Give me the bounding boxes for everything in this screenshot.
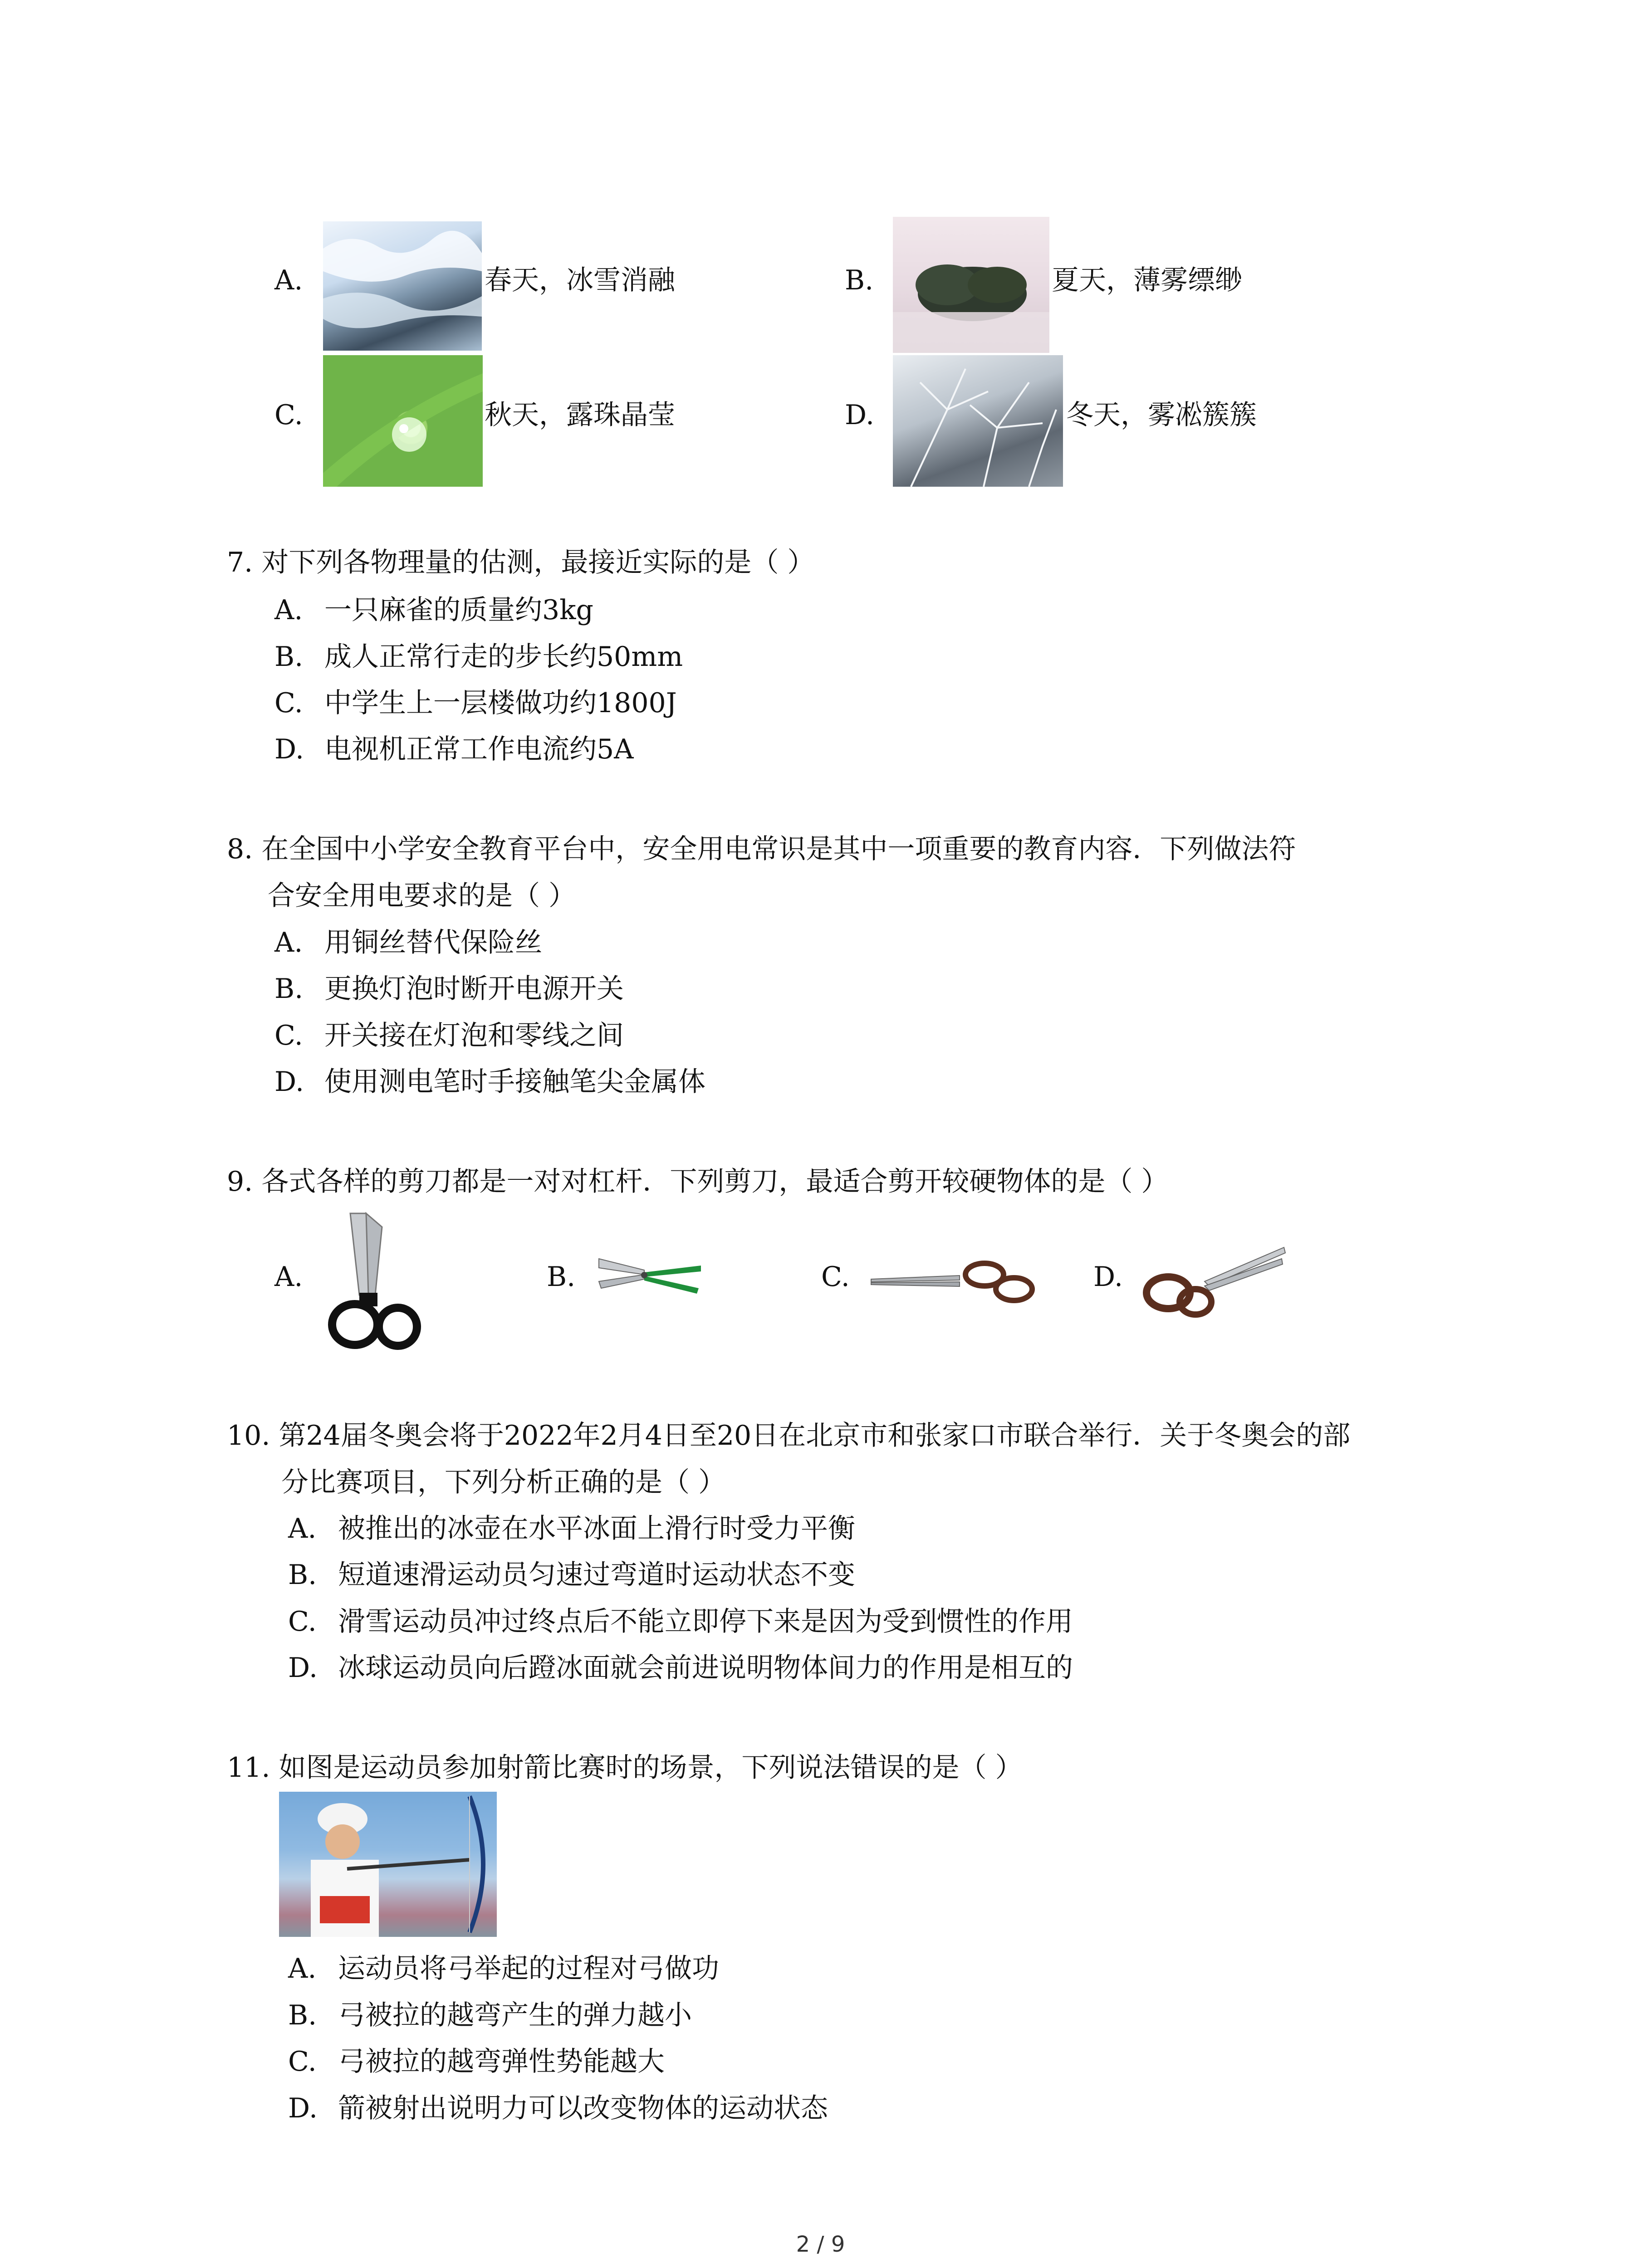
q6-option-c-text: 秋天，露珠晶莹 <box>485 399 675 431</box>
q6-option-a-letter: A. <box>274 264 303 296</box>
q7-option-c-letter: C. <box>274 687 303 719</box>
q10-option-c-text: 滑雪运动员冲过终点后不能立即停下来是因为受到惯性的作用 <box>338 1606 1073 1637</box>
q6-option-b-text: 夏天，薄雾缥缈 <box>1052 264 1242 296</box>
q11-stem: 11. 如图是运动员参加射箭比赛时的场景，下列说法错误的是（ ） <box>227 1752 1023 1784</box>
q8-option-d-letter: D. <box>274 1066 304 1098</box>
q7-option-d-text: 电视机正常工作电流约5A <box>324 733 634 765</box>
q7-option-b-text: 成人正常行走的步长约50mm <box>324 641 683 673</box>
archer-image <box>279 1792 497 1937</box>
q9-stem: 9. 各式各样的剪刀都是一对对杠杆．下列剪刀，最适合剪开较硬物体的是（ ） <box>227 1166 1169 1198</box>
rime-frost-image <box>893 355 1063 487</box>
pruning-shears-image <box>594 1250 703 1300</box>
q8-option-c-text: 开关接在灯泡和零线之间 <box>324 1020 624 1051</box>
q7-stem: 7. 对下列各物理量的估测，最接近实际的是（ ） <box>227 547 815 578</box>
ice-melting-image <box>323 221 482 351</box>
q11-option-b-letter: B. <box>288 1999 317 2031</box>
dew-drop-image <box>323 355 483 487</box>
q6-option-d-text: 冬天，雾凇簇簇 <box>1066 399 1257 431</box>
page-number: 2 / 9 <box>796 2232 845 2257</box>
q11-option-b-text: 弓被拉的越弯产生的弹力越小 <box>338 1999 692 2031</box>
q10-stem-line1: 10. 第24届冬奥会将于2022年2月4日至20日在北京市和张家口市联合举行．关于冬奥会的部 <box>227 1420 1351 1452</box>
q6-option-d-letter: D. <box>845 399 875 431</box>
q9-option-c-letter: C. <box>821 1261 850 1293</box>
q6-option-b-letter: B. <box>845 264 874 296</box>
q11-option-c-text: 弓被拉的越弯弹性势能越大 <box>338 2046 665 2077</box>
kitchen-scissors-image <box>323 1209 423 1359</box>
q8-option-a-text: 用铜丝替代保险丝 <box>324 927 542 958</box>
q8-option-b-text: 更换灯泡时断开电源开关 <box>324 973 624 1005</box>
mist-tree-image <box>893 217 1049 353</box>
q7-option-b-letter: B. <box>274 641 304 673</box>
q10-option-b-text: 短道速滑运动员匀速过弯道时运动状态不变 <box>338 1559 855 1591</box>
q9-option-b-letter: B. <box>547 1261 576 1293</box>
q11-option-a-letter: A. <box>288 1953 317 1984</box>
q6-option-c-letter: C. <box>274 399 303 431</box>
long-scissors-image <box>869 1256 1037 1306</box>
q7-option-c-text: 中学生上一层楼做功约1800J <box>324 687 677 719</box>
q7-option-a-letter: A. <box>274 594 303 626</box>
q7-option-d-letter: D. <box>274 733 304 765</box>
q10-stem-line2: 分比赛项目，下列分析正确的是（ ） <box>281 1466 726 1498</box>
q10-option-c-letter: C. <box>288 1606 317 1637</box>
q8-option-c-letter: C. <box>274 1020 303 1051</box>
q8-option-b-letter: B. <box>274 973 304 1005</box>
q6-option-a-text: 春天，冰雪消融 <box>485 264 675 296</box>
tailor-scissors-image <box>1141 1243 1286 1320</box>
q8-stem-line2: 合安全用电要求的是（ ） <box>268 880 576 912</box>
q8-option-d-text: 使用测电笔时手接触笔尖金属体 <box>324 1066 705 1098</box>
q10-option-b-letter: B. <box>288 1559 317 1591</box>
q7-option-a-text: 一只麻雀的质量约3kg <box>324 594 593 626</box>
q11-option-c-letter: C. <box>288 2046 317 2077</box>
q9-option-d-letter: D. <box>1093 1261 1123 1293</box>
q9-option-a-letter: A. <box>274 1261 303 1293</box>
q8-stem-line1: 8. 在全国中小学安全教育平台中，安全用电常识是其中一项重要的教育内容．下列做法符 <box>227 833 1296 865</box>
q10-option-d-text: 冰球运动员向后蹬冰面就会前进说明物体间力的作用是相互的 <box>338 1652 1073 1684</box>
q10-option-a-text: 被推出的冰壶在水平冰面上滑行时受力平衡 <box>338 1513 855 1545</box>
q8-option-a-letter: A. <box>274 927 303 958</box>
q11-option-a-text: 运动员将弓举起的过程对弓做功 <box>338 1953 719 1984</box>
q11-option-d-letter: D. <box>288 2092 318 2124</box>
q10-option-a-letter: A. <box>288 1513 317 1545</box>
q10-option-d-letter: D. <box>288 1652 318 1684</box>
q11-option-d-text: 箭被射出说明力可以改变物体的运动状态 <box>338 2092 828 2124</box>
